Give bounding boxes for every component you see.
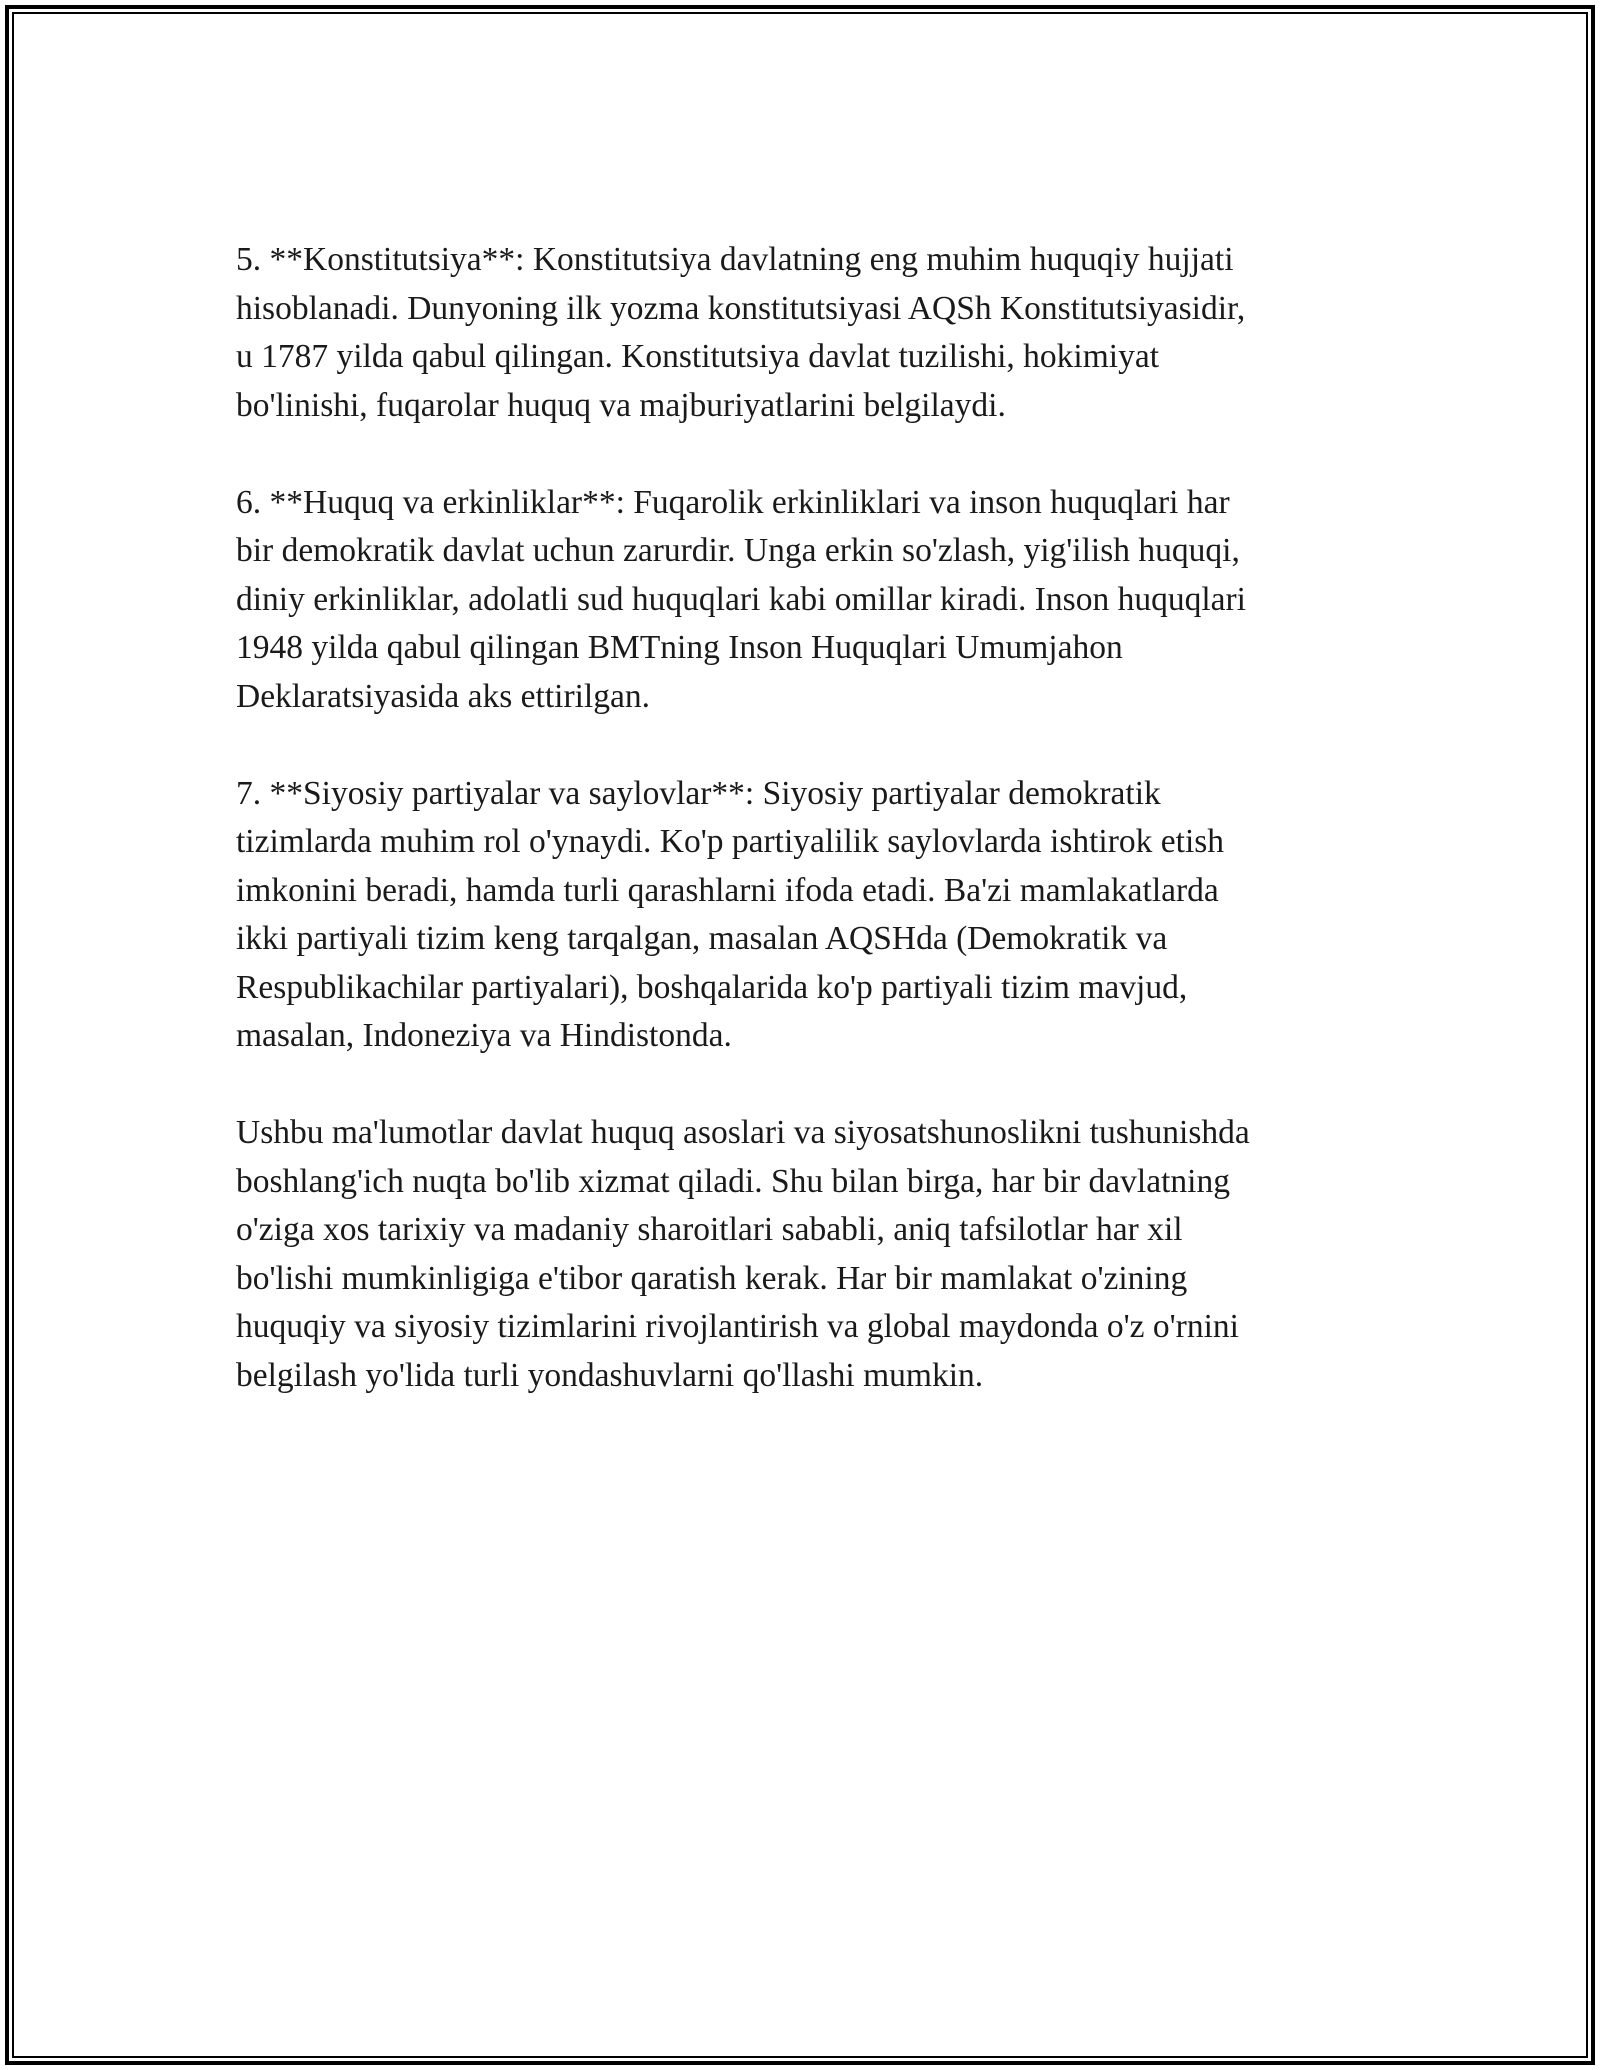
paragraph-conclusion — [236, 1109, 1366, 1400]
text-line: 7. **Siyosiy partiyalar va saylovlar**: Siyosiy partiyalar demokratik — [236, 774, 1161, 812]
paragraph-siyosiy-partiyalar — [236, 770, 1366, 1061]
text-line: u 1787 yilda qabul qilingan. Konstitutsiya davlat tuzilishi, hokimiyat — [236, 338, 1160, 375]
text-line: Deklaratsiyasida aks ettirilgan. — [236, 677, 650, 715]
text-line: bir demokratik davlat uchun zarurdir. Unga erkin so'zlash, yig'ilish huquqi, — [236, 532, 1240, 569]
text-line: boshlang'ich nuqta bo'lib xizmat qiladi. Shu bilan birga, har bir davlatning — [236, 1162, 1230, 1200]
paragraph-konstitutsiya — [236, 236, 1366, 430]
text-line: huquqiy va siyosiy tizimlarini rivojlantirish va global maydonda o'z o'rnini — [236, 1308, 1239, 1345]
text-line: 1948 yilda qabul qilingan BMTning Inson Huquqlari Umumjahon — [236, 629, 1123, 666]
text-line: Respublikachilar partiyalari), boshqalarida ko'p partiyali tizim mavjud, — [236, 968, 1188, 1006]
text-line: tizimlarda muhim rol o'ynaydi. Ko'p partiyalilik saylovlarda ishtirok etish — [236, 823, 1225, 860]
text-line: masalan, Indoneziya va Hindistonda. — [236, 1017, 732, 1054]
text-line: imkonini beradi, hamda turli qarashlarni ifoda etadi. Ba'zi mamlakatlarda — [236, 871, 1219, 909]
text-line: o'ziga xos tarixiy va madaniy sharoitlari sababli, aniq tafsilotlar har xil — [236, 1211, 1183, 1248]
text-line: Ushbu ma'lumotlar davlat huquq asoslari va siyosatshunoslikni tushunishda — [236, 1114, 1250, 1151]
text-line: 6. **Huquq va erkinliklar**: Fuqarolik erkinliklari va inson huquqlari har — [236, 483, 1230, 521]
text-line: hisoblanadi. Dunyoning ilk yozma konstitutsiyasi AQSh Konstitutsiyasidir, — [236, 289, 1246, 327]
text-line: 5. **Konstitutsiya**: Konstitutsiya davlatning eng muhim huquqiy hujjati — [236, 241, 1234, 278]
text-line: belgilash yo'lida turli yondashuvlarni qo'llashi mumkin. — [236, 1356, 984, 1394]
document-body — [236, 236, 1366, 1449]
text-line: ikki partiyali tizim keng tarqalgan, masalan AQSHda (Demokratik va — [236, 920, 1168, 957]
text-line: bo'lishi mumkinligiga e'tibor qaratish kerak. Har bir mamlakat o'zining — [236, 1259, 1188, 1297]
text-line: diniy erkinliklar, adolatli sud huquqlari kabi omillar kiradi. Inson huquqlari — [236, 580, 1246, 618]
paragraph-huquq-va-erkinliklar — [236, 479, 1366, 722]
text-line: bo'linishi, fuqarolar huquq va majburiyatlarini belgilaydi. — [236, 386, 1006, 424]
